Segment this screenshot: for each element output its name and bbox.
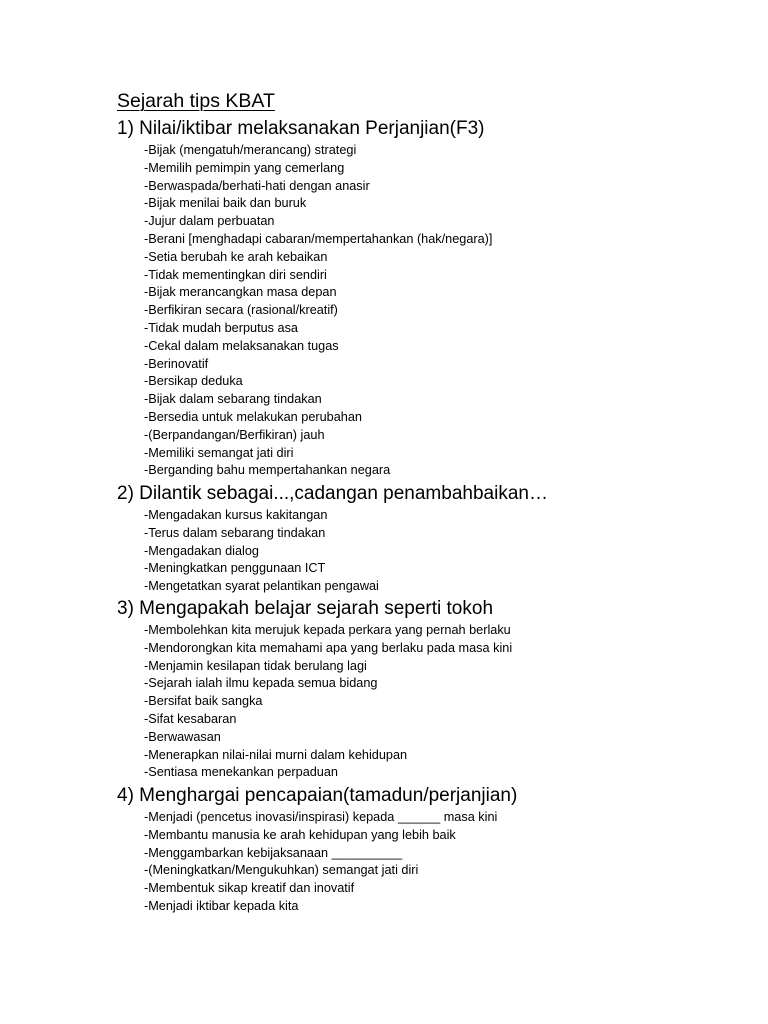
list-item: -Tidak mementingkan diri sendiri [144,267,327,282]
section-item-list [117,142,757,480]
list-item: -Bersikap deduka [144,374,243,389]
section-2 [117,481,757,596]
list-item: -Menjadi iktibar kepada kita [144,898,299,913]
list-item: -Berwaspada/berhati-hati dengan anasir [144,178,370,193]
list-item: -Berinovatif [144,356,209,371]
list-item: -Bersifat baik sangka [144,694,263,709]
list-item: -Memilih pemimpin yang cemerlang [144,160,345,175]
list-item: -Mengadakan kursus kakitangan [144,508,328,522]
list-item: -Tidak mudah berputus asa [144,320,298,335]
list-item: -Membolehkan kita merujuk kepada perkara yang pernah berlaku [144,623,511,637]
list-item: -Berfikiran secara (rasional/kreatif) [144,303,338,318]
list-item: -Berganding bahu mempertahankan negara [144,463,391,478]
list-item: -Setia berubah ke arah kebaikan [144,249,328,264]
list-item: -Bijak menilai baik dan buruk [144,196,307,211]
list-item: -Membentuk sikap kreatif dan inovatif [144,881,355,896]
list-item: -Menjamin kesilapan tidak berulang lagi [144,658,367,673]
list-item: -Mendorongkan kita memahami apa yang berlaku pada masa kini [144,640,513,655]
list-item: -Jujur dalam perbuatan [144,214,275,229]
list-item: -Berani [menghadapi cabaran/mempertahankan (hak/negara)] [144,231,493,246]
section-heading: 3) Mengapakah belajar sejarah seperti tokoh [117,598,494,619]
list-item: -Memiliki semangat jati diri [144,445,294,460]
section-item-list [117,809,757,916]
list-item: -Menerapkan nilai-nilai murni dalam kehidupan [144,747,408,762]
section-1 [117,116,757,480]
section-item-list [117,507,757,596]
section-heading: 4) Menghargai pencapaian(tamadun/perjanjian) [117,785,518,806]
list-item: -Membantu manusia ke arah kehidupan yang lebih baik [144,827,456,842]
section-heading: 2) Dilantik sebagai...,cadangan penambahbaikan… [117,483,548,504]
document-title: Sejarah tips KBAT [117,90,275,112]
section-item-list [117,622,757,782]
list-item: -Bijak dalam sebarang tindakan [144,392,322,407]
list-item: -Mengadakan dialog [144,543,259,558]
list-item: -(Berpandangan/Berfikiran) jauh [144,427,325,442]
list-item: -Terus dalam sebarang tindakan [144,525,326,540]
list-item: -Berwawasan [144,729,221,744]
list-item: -Bijak (mengatuh/merancang) strategi [144,143,357,157]
list-item: -Bijak merancangkan masa depan [144,285,337,300]
list-item: -Meningkatkan penggunaan ICT [144,561,326,576]
list-item: -Sejarah ialah ilmu kepada semua bidang [144,676,378,691]
section-4 [117,783,757,916]
list-item: -Menjadi (pencetus inovasi/inspirasi) kepada ______ masa kini [144,810,498,824]
list-item: -Bersedia untuk melakukan perubahan [144,409,362,424]
list-item: -Sentiasa menekankan perpaduan [144,765,338,780]
list-item: -Cekal dalam melaksanakan tugas [144,338,339,353]
section-3 [117,596,757,782]
section-heading: 1) Nilai/iktibar melaksanakan Perjanjian(F3) [117,118,485,139]
list-item: -Mengetatkan syarat pelantikan pengawai [144,579,379,594]
list-item: -Sifat kesabaran [144,711,237,726]
list-item: -(Meningkatkan/Mengukuhkan) semangat jati diri [144,863,419,878]
list-item: -Menggambarkan kebijaksanaan __________ [144,845,403,860]
